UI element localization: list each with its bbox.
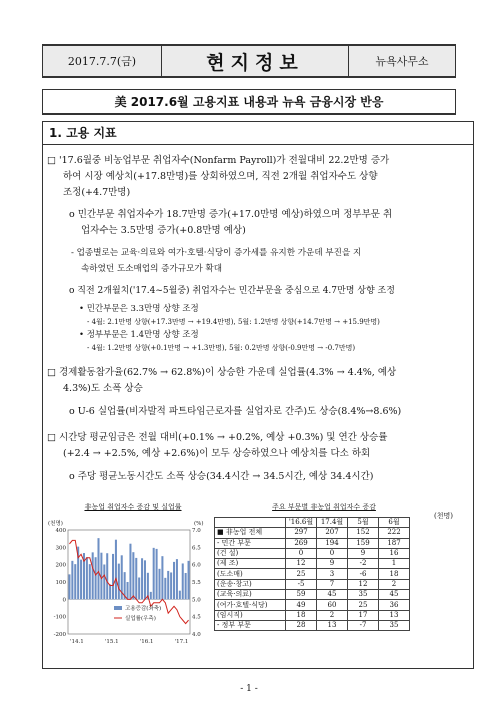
left-tick-label: 200 [55,562,66,569]
employment-bar [176,559,178,599]
right-tick-label: 5.5 [192,580,201,586]
table-cell: (운송·창고) [215,579,286,589]
table-cell: 13 [379,610,410,620]
table-row [215,559,410,569]
table-cell: 2 [317,610,348,620]
bullet-2-line-1: □ 경제활동참가율(62.7% → 62.8%)이 상승한 가운데 실업률(4.3% → 4.4%, 예상 [47,367,397,378]
employment-bar [74,564,76,599]
page-number: - 1 - [240,684,258,694]
sub-point-1-line-2: 업자수는 3.5만명 증가(+0.8만명 예상) [81,225,246,236]
table-cell: 18 [379,569,410,579]
employment-bar [127,582,129,599]
employment-bar [153,548,155,599]
bullet-government-detail: - 4월: 1.2만명 상향(+0.1만명 → +1.3만명), 5월: 0.2만명 상향(-0.9만명 → -0.7만명) [87,344,356,352]
right-axis-unit: (%) [194,521,204,527]
chart-title: 非농업 취업자수 증감 및 실업률 [84,503,182,511]
table-cell: 35 [379,620,410,630]
employment-bar [170,572,172,599]
sub-point-2: o 직전 2개월치('17.4~5월중) 취업자수는 민간부문을 중심으로 4.7만명 상향 조정 [69,286,395,296]
table-row [215,569,410,579]
employment-bar [179,591,181,600]
table-cell: ■ 非농업 전체 [215,528,286,538]
table-unit: (천명) [434,512,453,520]
table-cell: 12 [348,579,379,589]
employment-bar [161,556,163,599]
table-cell: 3 [317,569,348,579]
detail-1-line-2: 속하였던 도소매업의 증가규모가 확대 [81,264,223,274]
table-row [215,610,410,620]
sector-table [214,517,410,631]
table-cell: 49 [286,600,317,610]
employment-bar [150,592,152,599]
table-cell: (임시직) [215,610,286,620]
right-tick-label: 4.5 [192,614,201,621]
table-cell: 207 [317,528,348,538]
table-cell: 25 [348,600,379,610]
table-cell: 152 [348,528,379,538]
detail-1-line-1: - 업종별로는 교육·의료와 여가·호텔·식당이 증가세를 유지한 가운데 부진을 지 [71,248,362,258]
employment-bar [158,569,160,600]
left-tick-label: -100 [53,614,66,621]
right-tick-label: 4.0 [192,632,201,638]
table-header-cell: '16.6월 [286,518,317,528]
employment-bar [95,557,97,599]
table-row [215,579,410,589]
employment-bar [167,571,169,599]
report-banner: 美 2017.6월 고용지표 내용과 뉴욕 금융시장 반응 [42,89,456,115]
x-tick-label: '17.1 [174,639,189,645]
table-cell: 36 [379,600,410,610]
office-name: 뉴욕사무소 [375,55,429,68]
table-cell: 18 [286,610,317,620]
employment-bar [164,578,166,599]
table-cell: 7 [317,579,348,589]
left-tick-label: -200 [53,632,66,638]
employment-bar [89,564,91,599]
bullet-3-line-2: (+2.4 → +2.5%, 예상 +2.6%)이 모두 상승하였으나 예상치를 다소 하회 [63,448,371,459]
x-tick-label: '15.1 [104,639,119,645]
employment-chart [46,516,212,652]
legend-line-label: 실업률(우측) [125,616,156,622]
table-cell: (교육·의료) [215,590,286,600]
employment-bar [92,552,94,599]
table-cell: 45 [317,590,348,600]
table-cell: 16 [379,548,410,558]
header-bar [42,44,456,78]
right-tick-label: 6.0 [192,562,201,569]
employment-bar [135,558,137,599]
table-row [215,590,410,600]
employment-bar [185,573,187,599]
bullet-government: • 정부부문은 1.4만명 상향 조정 [79,330,199,340]
sub-point-3: o U-6 실업률(비자발적 파트타임근로자를 실업자로 간주)도 상승(8.4%→8.6%) [69,406,402,417]
table-cell: 28 [286,620,317,630]
employment-bar [71,561,73,599]
table-cell: 13 [317,620,348,630]
table-cell: - 정부 부문 [215,620,286,630]
employment-bar [132,552,134,599]
table-cell: 2 [379,579,410,589]
right-tick-label: 5.0 [192,597,201,604]
employment-bar [97,538,99,599]
employment-bar [112,554,114,599]
right-tick-label: 7.0 [192,528,201,534]
x-tick-label: '16.1 [139,639,154,645]
table-header-cell [215,518,286,528]
bullet-1-line-1: □ '17.6월중 비농업부문 취업자수(Nonfarm Payroll)가 전월대비 22.2만명 증가 [47,155,390,166]
table-cell: 45 [379,590,410,600]
table-header-cell: 17.4월 [317,518,348,528]
employment-bar [118,564,120,600]
legend-bar-label: 고용증감(좌축) [125,606,162,612]
sub-point-4: o 주당 평균노동시간도 소폭 상승(34.4시간 → 34.5시간, 예상 34.4시간) [69,471,374,482]
table-cell: (건 설) [215,548,286,558]
table-cell: 60 [317,600,348,610]
left-tick-label: 400 [55,528,66,534]
employment-bar [188,561,190,599]
table-cell: (여가·호텔·식당) [215,600,286,610]
table-row [215,548,410,558]
employment-bar [115,540,117,600]
section-title: 1. 고용 지표 [43,122,473,145]
employment-bar [106,553,108,599]
report-date: 2017.7.7(금) [67,55,137,68]
employment-bar [156,549,158,599]
table-cell: 0 [286,548,317,558]
table-row [215,600,410,610]
table-cell: 194 [317,538,348,548]
bullet-3-line-1: □ 시간당 평균임금은 전월 대비(+0.1% → +0.2%, 예상 +0.3%) 및 연간 상승률 [47,432,388,443]
employment-bar [144,560,146,599]
table-cell: 187 [379,538,410,548]
x-tick-label: '14.1 [70,639,84,645]
bullet-2-line-2: 4.3%)도 소폭 상승 [63,383,143,394]
table-cell: 297 [286,528,317,538]
table-cell: 9 [348,548,379,558]
bullet-1-line-2: 하여 시장 예상치(+17.8만명)를 상회하였으며, 직전 2개월 취업자수도 상향 [63,171,378,182]
employment-bar [173,562,175,599]
table-cell: (도소매) [215,569,286,579]
employment-bar [80,560,82,600]
left-tick-label: 0 [62,597,66,604]
page-title: 현지정보 [206,51,304,74]
bullet-private: • 민간부문은 3.3만명 상향 조정 [79,304,199,314]
table-header-cell: 5월 [348,518,379,528]
right-tick-label: 6.5 [192,545,201,552]
table-title: 주요 부문별 非농업 취업자수 증감 [272,503,376,511]
table-cell: 222 [379,528,410,538]
table-header-cell: 6월 [379,518,410,528]
table-cell: - 민간 부문 [215,538,286,548]
table-cell: 25 [286,569,317,579]
table-cell: -5 [286,579,317,589]
employment-bar [86,557,88,599]
employment-bar [129,544,131,600]
table-cell: 9 [317,559,348,569]
left-tick-label: 100 [55,580,66,586]
table-row [215,538,410,548]
bullet-1-line-3: 조정(+4.7만명) [63,187,131,198]
table-cell: -2 [348,559,379,569]
table-cell: 12 [286,559,317,569]
table-header-row [215,518,410,528]
table-cell: (제 조) [215,559,286,569]
table-cell: 17 [348,610,379,620]
table-cell: 1 [379,559,410,569]
table-cell: 59 [286,590,317,600]
left-tick-label: 300 [55,545,66,552]
table-cell: -6 [348,569,379,579]
table-cell: 0 [317,548,348,558]
table-cell: -7 [348,620,379,630]
table-cell: 269 [286,538,317,548]
table-cell: 159 [348,538,379,548]
employment-bar [109,584,111,599]
employment-bar [141,558,143,599]
bullet-private-detail: - 4월: 2.1만명 상향(+17.3만명 → +19.4만명), 5월: 1.2만명 상향(+14.7만명 → +15.9만명) [87,318,380,326]
employment-bar [182,563,184,599]
employment-bar [103,564,105,599]
left-axis-unit: (천명) [48,521,63,527]
sub-point-1-line-1: o 민간부문 취업자수가 18.7만명 증가(+17.0만명 예상)하였으며 정부부문 취 [69,209,393,220]
legend-bar-swatch [114,606,122,610]
table-row [215,528,410,538]
employment-bar [68,574,70,599]
table-row [215,620,410,630]
employment-bar [138,577,140,599]
table-cell: 35 [348,590,379,600]
